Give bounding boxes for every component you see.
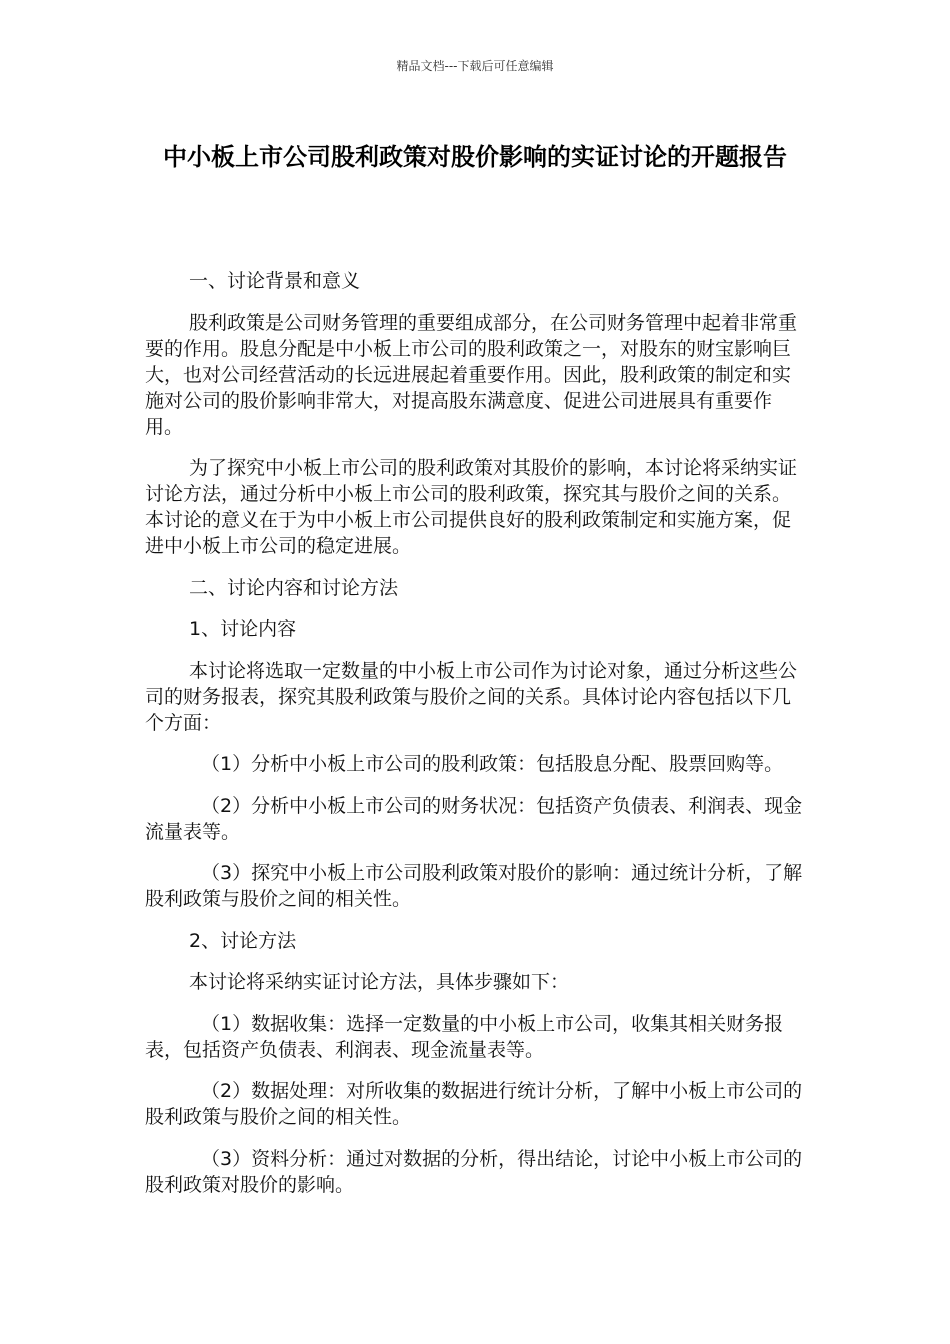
document-title: 中小板上市公司股利政策对股价影响的实证讨论的开题报告 [163,143,787,171]
content-item-1: （1）分析中小板上市公司的股利政策：包括股息分配、股票回购等。 [201,753,784,775]
method-step-3: （3）资料分析：通过对数据的分析，得出结论，讨论中小板上市公司的股利政策对股价的影响。 [145,1147,803,1196]
paragraph-background-1: 股利政策是公司财务管理的重要组成部分，在公司财务管理中起着非常重要的作用。股息分配是中小板上市公司的股利政策之一，对股东的财宝影响巨大，也对公司经营活动的长远进展起着重要作用。因此，股利政策的制定和实施对公司的股价影响非常大，对提高股东满意度、促进公司进展具有重要作用。 [145,311,798,438]
section-heading-content-method: 二、讨论内容和讨论方法 [189,576,399,599]
content-item-2: （2）分析中小板上市公司的财务状况：包括资产负债表、利润表、现金流量表等。 [145,794,803,843]
method-step-2: （2）数据处理：对所收集的数据进行统计分析，了解中小板上市公司的股利政策与股价之间的相关性。 [145,1080,803,1128]
content-item-3: （3）探究中小板上市公司股利政策对股价的影响：通过统计分析，了解股利政策与股价之间的相关性。 [145,862,803,910]
method-step-1: （1）数据收集：选择一定数量的中小板上市公司，收集其相关财务报表，包括资产负债表、利润表、现金流量表等。 [145,1012,784,1061]
section-heading-background: 一、讨论背景和意义 [189,270,361,292]
paragraph-background-2: 为了探究中小板上市公司的股利政策对其股价的影响，本讨论将采纳实证讨论方法，通过分析中小板上市公司的股利政策，探究其与股价之间的关系。本讨论的意义在于为中小板上市公司提供良好的股利政策制定和实施方案，促进中小板上市公司的稳定进展。 [145,457,798,557]
subheading-content: 1、讨论内容 [189,618,297,640]
paragraph-content: 本讨论将选取一定数量的中小板上市公司作为讨论对象，通过分析这些公司的财务报表，探究其股利政策与股价之间的关系。具体讨论内容包括以下几个方面： [145,659,798,734]
header-note: 精品文档---下载后可任意编辑 [396,59,554,73]
document-body [145,268,805,1213]
subheading-method: 2、讨论方法 [189,929,297,952]
paragraph-method: 本讨论将采纳实证讨论方法，具体步骤如下： [189,971,570,993]
